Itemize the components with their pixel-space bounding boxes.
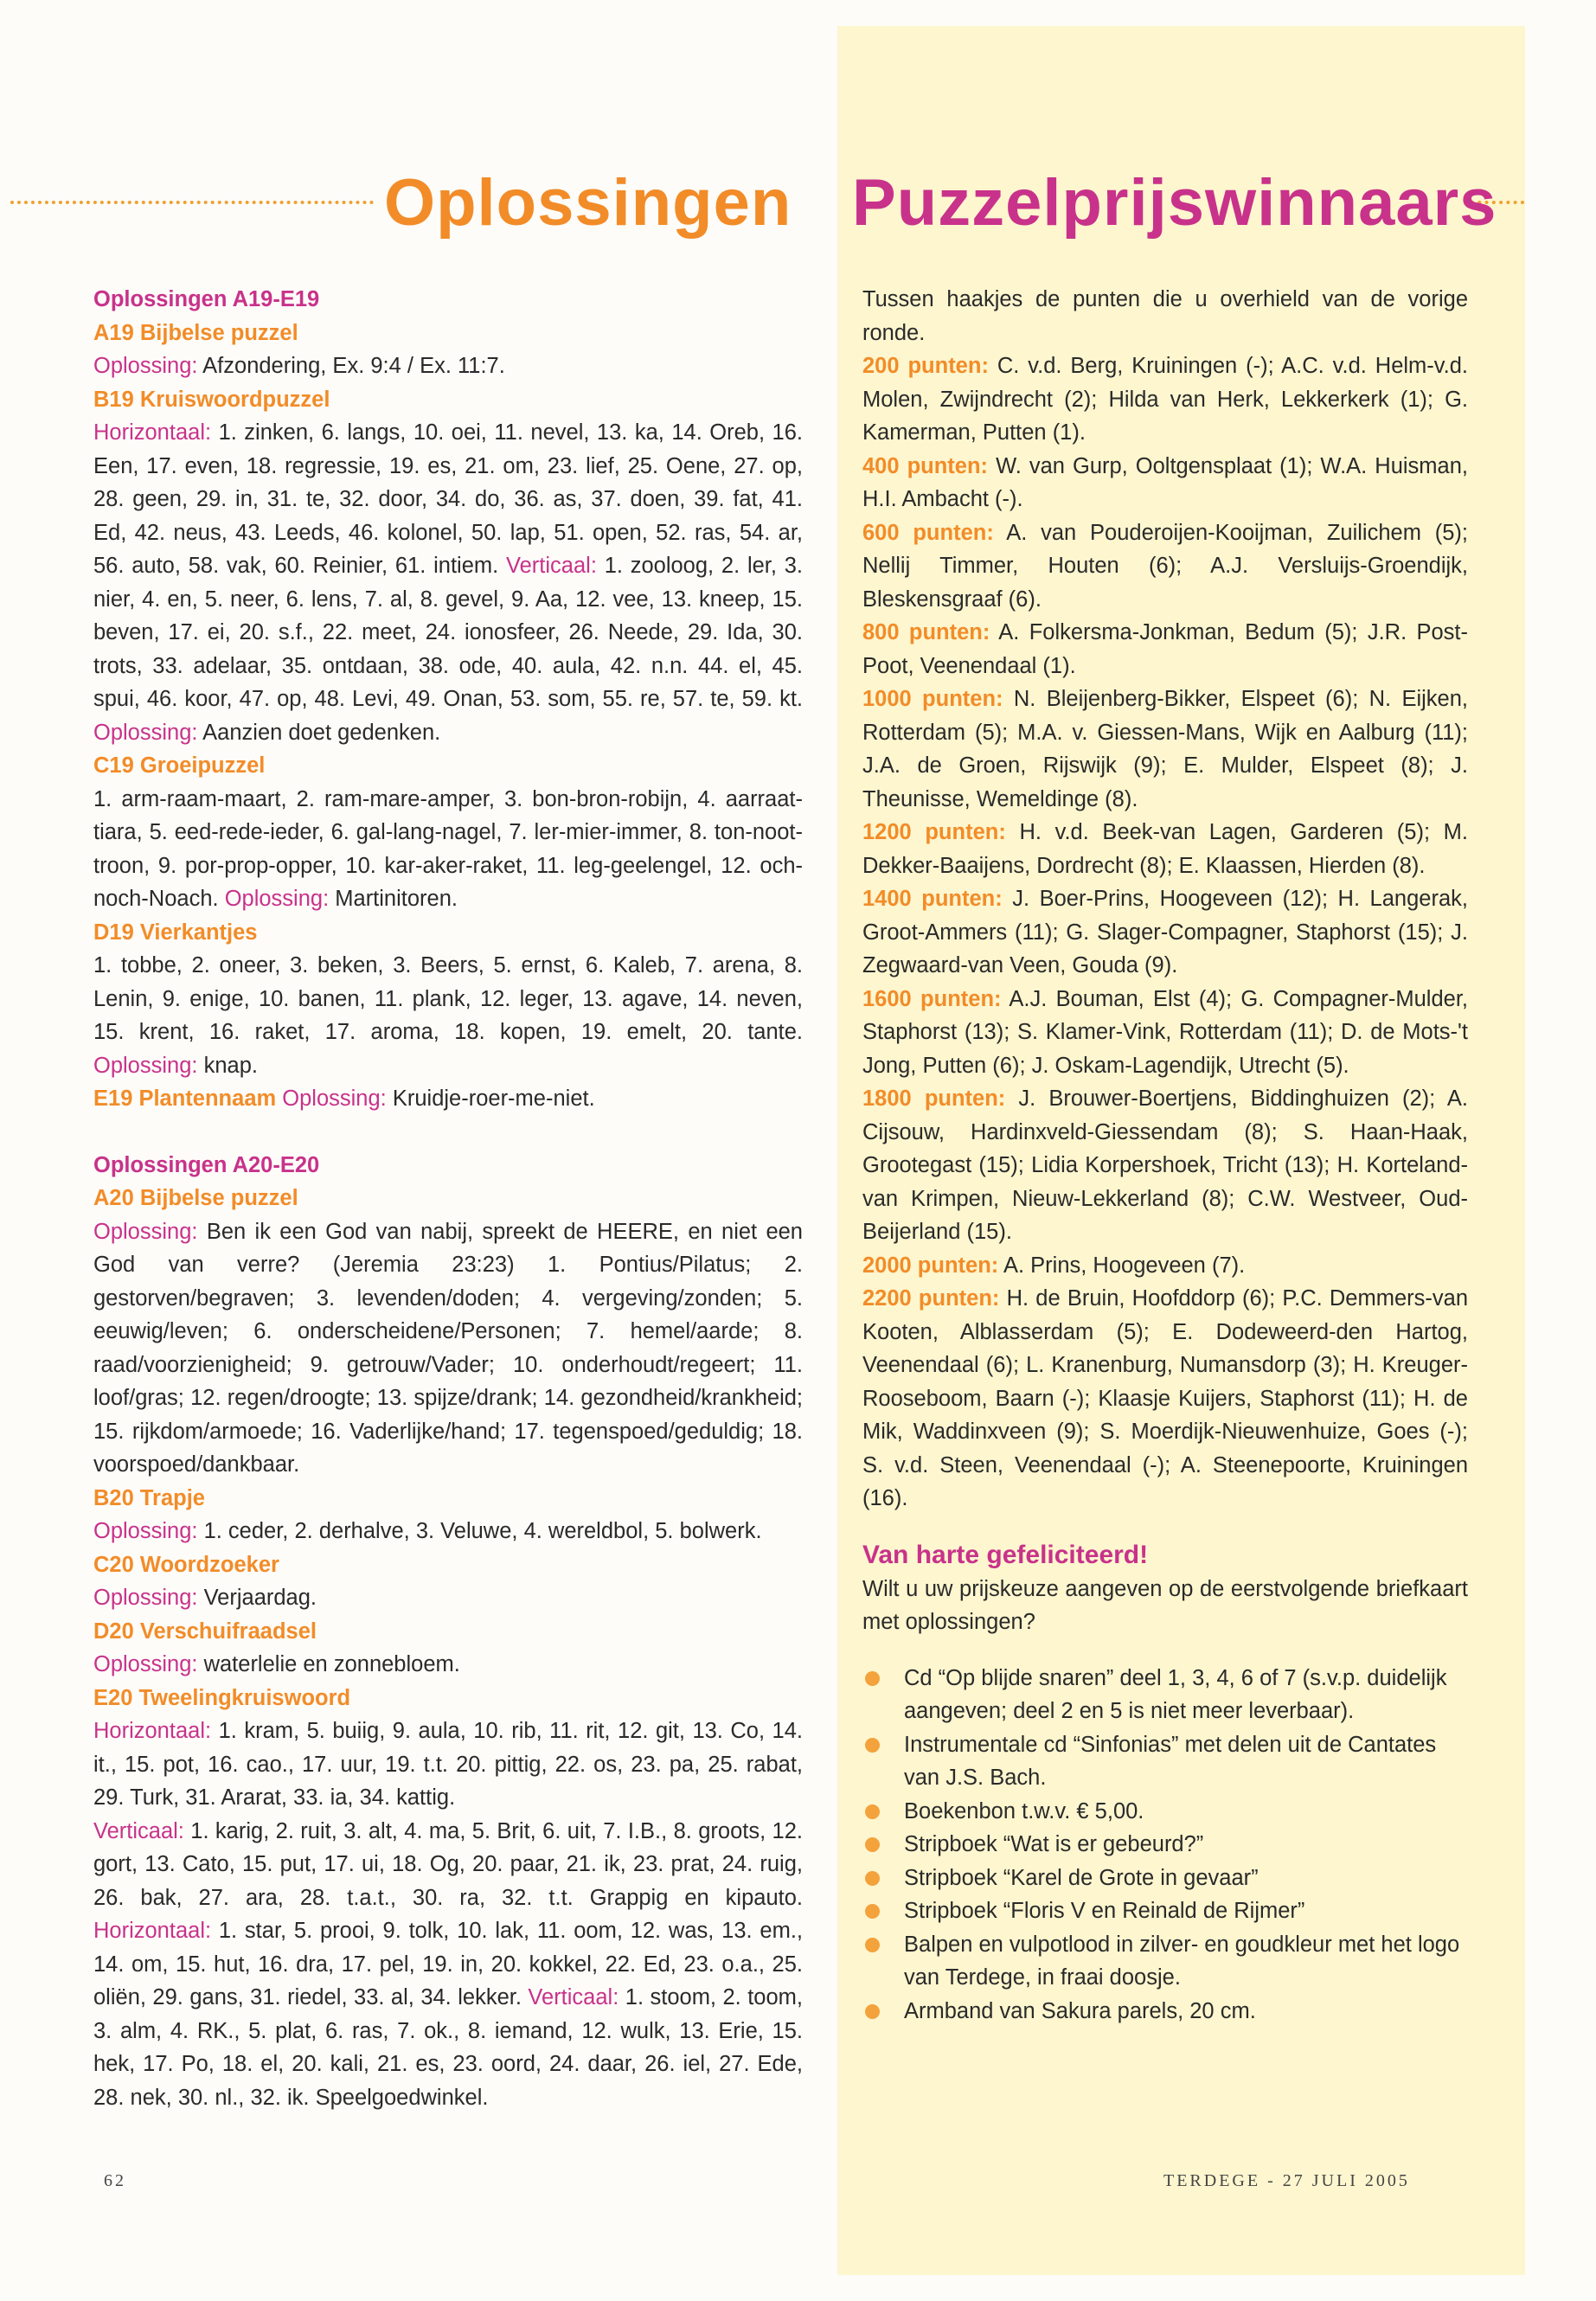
tier-1600 — [862, 983, 1468, 1083]
solutions-column — [93, 283, 803, 2114]
solution-label: Oplossing: — [93, 1519, 198, 1543]
vertical-text: 1. stoom, 2. toom, 3. alm, 4. RK., 5. plat, 6. ras, 7. ok., 8. iemand, 12. wulk, 13. Erie, 15. hek, 17. Po, 18. el, 20. kali, 21. es, 23. oord, 24. daar, 26. iel, 27. Ede, 28. nek, 30. nl., 32. ik. Speelgoedwinkel. — [93, 1985, 803, 2110]
prize-item — [862, 1795, 1468, 1829]
horizontal-label: Horizontaal: — [93, 420, 212, 445]
answer-list: 1. arm-raam-maart, 2. ram-mare-amper, 3. bon-bron-robijn, 4. aarraat-tiara, 5. eed-rede-ieder, 6. gal-lang-nagel, 7. ler-mier-immer, 8. ton-noot-troon, 9. por-prop-opper, 10. kar-aker-raket, 11. leg-geelengel, 12. och-noch-Noach. — [93, 786, 803, 911]
bullet-icon — [865, 1837, 880, 1852]
vertical-text: 1. zooloog, 2. ler, 3. nier, 4. en, 5. neer, 6. lens, 7. al, 8. gevel, 9. Aa, 12. vee, 13. kneep, 15. beven, 17. ei, 20. s.f., 22. meet, 24. ionosfeer, 26. Neede, 29. Ida, 30. trots, 33. adelaar, 35. ontdaan, 38. ode, 40. aula, 42. n.n. 44. el, 45. spui, 46. koor, 47. op, 48. Levi, 49. Onan, 53. som, 55. re, 57. te, 59. kt. — [93, 554, 803, 711]
tier-1400 — [862, 882, 1468, 983]
solution-c20 — [93, 1581, 803, 1615]
bullet-icon — [865, 1904, 880, 1919]
tier-points: 1200 punten: — [862, 820, 1006, 844]
answer-list: 1. tobbe, 2. oneer, 3. beken, 3. Beers, 5. ernst, 6. Kaleb, 7. arena, 8. Lenin, 9. enige, 10. banen, 11. plank, 12. leger, 13. agave, 14. neven, 15. krent, 16. raket, 17. aroma, 18. kopen, 19. emelt, 20. tante. — [93, 953, 803, 1044]
tier-winners: A. Prins, Hoogeveen (7). — [1003, 1253, 1246, 1278]
tier-points: 1400 punten: — [862, 887, 1003, 911]
tier-1800 — [862, 1082, 1468, 1249]
horizontal-text: 1. zinken, 6. langs, 10. oei, 11. nevel, 13. ka, 14. Oreb, 16. Een, 17. even, 18. regressie, 19. es, 21. om, 23. lief, 25. Oene, 27. op, 28. geen, 29. in, 31. te, 32. door, 34. do, 36. as, 37. doen, 39. fat, 41. Ed, 42. neus, 43. Leeds, 46. kolonel, 50. lap, 51. open, 52. ras, 54. ar, 56. auto, 58. vak, 60. Reinier, 61. intiem. — [93, 420, 803, 578]
solution-label: Oplossing: — [93, 720, 198, 745]
solution-e20-part2 — [93, 1815, 803, 2115]
puzzle-title-b20: B20 Trapje — [93, 1485, 205, 1510]
solution-text: knap. — [203, 1053, 258, 1078]
prize-text: Stripboek “Wat is er gebeurd?” — [904, 1832, 1204, 1856]
puzzle-title-a19: A19 Bijbelse puzzel — [93, 320, 298, 345]
prize-item — [862, 1662, 1468, 1728]
tier-2000 — [862, 1249, 1468, 1283]
vertical-label: Verticaal: — [506, 554, 597, 578]
solution-e19 — [93, 1082, 803, 1116]
solution-text: Kruidje-roer-me-niet. — [392, 1086, 595, 1111]
dotted-rule-left — [10, 201, 374, 204]
prize-text: Boekenbon t.w.v. € 5,00. — [904, 1798, 1144, 1823]
puzzle-title-d19: D19 Vierkantjes — [93, 920, 258, 945]
tier-points: 2000 punten: — [862, 1253, 999, 1278]
tier-winners: N. Bleijenberg-Bikker, Elspeet (6); N. Eijken, Rotterdam (5); M.A. v. Giessen-Mans, Wijk en Aalburg (11); J.A. de Groen, Rijswijk (9); E. Mulder, Elspeet (8); J. Theunisse, Wemeldinge (8). — [862, 687, 1468, 811]
tier-winners: A. van Pouderoijen-Kooijman, Zuilichem (5); Nellij Timmer, Houten (6); A.J. Versluijs-Groendijk, Bleskensgraaf (6). — [862, 520, 1468, 612]
tier-points: 600 punten: — [862, 520, 994, 545]
tier-points: 1800 punten: — [862, 1086, 1006, 1111]
prize-text: Balpen en vulpotlood in zilver- en goudkleur met het logo van Terdege, in fraai doosje. — [904, 1932, 1460, 1990]
tier-points: 1600 punten: — [862, 986, 1002, 1011]
tier-winners: H. de Bruin, Hoofddorp (6); P.C. Demmers-van Kooten, Alblasserdam (5); E. Dodeweerd-den Hartog, Veenendaal (6); L. Kranenburg, Numansdorp (3); H. Kreuger-Rooseboom, Baarn (-); Klaasje Kuijers, Staphorst (11); H. de Mik, Waddinxveen (9); S. Moerdijk-Nieuwenhuize, Goes (-); S. v.d. Steen, Veenendaal (-); A. Steenepoorte, Kruiningen (16). — [862, 1286, 1468, 1510]
solution-text: waterlelie en zonnebloem. — [203, 1652, 460, 1676]
solution-text: Verjaardag. — [203, 1586, 317, 1610]
tier-winners: A.J. Bouman, Elst (4); G. Compagner-Mulder, Staphorst (13); S. Klamer-Vink, Rotterdam (11); D. de Mots-'t Jong, Putten (6); J. Oskam-Lagendijk, Utrecht (5). — [862, 986, 1468, 1078]
solution-label: Oplossing: — [93, 1586, 198, 1610]
solution-text: Martinitoren. — [335, 887, 458, 911]
winners-intro: Tussen haakjes de punten die u overhield van de vorige ronde. — [862, 287, 1468, 345]
puzzle-title-e19: E19 Plantennaam — [93, 1086, 277, 1111]
solutions-title: Oplossingen — [384, 166, 792, 240]
puzzle-title-e20: E20 Tweelingkruiswoord — [93, 1685, 351, 1710]
page-number: 62 — [104, 2171, 126, 2190]
tier-400 — [862, 450, 1468, 516]
prize-choice-instruction: Wilt u uw prijskeuze aangeven op de eerstvolgende briefkaart met oplossingen? — [862, 1576, 1468, 1634]
horizontal-label: Horizontaal: — [93, 1719, 212, 1743]
bullet-icon — [865, 1804, 880, 1819]
puzzle-title-b19: B19 Kruiswoordpuzzel — [93, 387, 330, 412]
vertical-label: Verticaal: — [528, 1985, 619, 2009]
tier-winners: C. v.d. Berg, Kruiningen (-); A.C. v.d. Helm-v.d. Molen, Zwijndrecht (2); Hilda van Herk, Lekkerkerk (1); G. Kamerman, Putten (1). — [862, 354, 1468, 445]
puzzle-title-c20: C20 Woordzoeker — [93, 1552, 279, 1577]
tier-1200 — [862, 816, 1468, 882]
solution-d20 — [93, 1648, 803, 1682]
horizontal-text: 1. kram, 5. buiig, 9. aula, 10. rib, 11. rit, 12. git, 13. Co, 14. it., 15. pot, 16. cao., 17. uur, 19. t.t. 20. pittig, 22. os, 23. pa, 25. rabat, 29. Turk, 31. Ararat, 33. ia, 34. kattig. — [93, 1719, 803, 1810]
prize-item — [862, 1894, 1468, 1928]
solution-a19 — [93, 349, 803, 383]
solution-label: Oplossing: — [224, 887, 330, 911]
section-heading-20: Oplossingen A20-E20 — [93, 1152, 320, 1177]
solution-a20 — [93, 1215, 803, 1482]
prize-item — [862, 1862, 1468, 1895]
prize-item — [862, 1928, 1468, 1995]
solution-text: Aanzien doet gedenken. — [202, 720, 441, 745]
winners-column — [862, 283, 1468, 2028]
section-spacer — [862, 1639, 1468, 1662]
bullet-icon — [865, 1871, 880, 1886]
prize-item — [862, 1828, 1468, 1862]
puzzle-title-a20: A20 Bijbelse puzzel — [93, 1186, 298, 1210]
solution-text: Ben ik een God van nabij, spreekt de HEERE, en niet een God van verre? (Jeremia 23:23) 1. Pontius/Pilatus; 2. gestorven/begraven; 3. levenden/doden; 4. vergeving/zonden; 5. eeuwig/leven; 6. onderscheidene/Personen; 7. hemel/aarde; 8. raad/voorzienigheid; 9. getrouw/Vader; 10. onderhoudt/regeert; 11. loof/gras; 12. regen/droogte; 13. spijze/drank; 14. gezondheid/krankheid; 15. rijkdom/armoede; 16. Vaderlijke/hand; 17. tegenspoed/geduldig; 18. voorspoed/dankbaar. — [93, 1219, 803, 1477]
prize-text: Cd “Op blijde snaren” deel 1, 3, 4, 6 of 7 (s.v.p. duidelijk aangeven; deel 2 en 5 is niet meer leverbaar). — [904, 1665, 1447, 1723]
bullet-icon — [865, 2004, 880, 2019]
prize-text: Armband van Sakura parels, 20 cm. — [904, 1998, 1256, 2023]
prize-text: Stripboek “Floris V en Reinald de Rijmer” — [904, 1899, 1305, 1923]
tier-600 — [862, 516, 1468, 617]
tier-winners: A. Folkersma-Jonkman, Bedum (5); J.R. Post-Poot, Veenendaal (1). — [862, 620, 1469, 678]
tier-1000 — [862, 683, 1468, 816]
prize-item — [862, 1995, 1468, 2029]
prize-item — [862, 1728, 1468, 1795]
tier-800 — [862, 616, 1468, 683]
puzzle-title-d20: D20 Verschuifraadsel — [93, 1618, 317, 1644]
tier-points: 400 punten: — [862, 453, 989, 478]
solution-label: Oplossing: — [282, 1086, 387, 1111]
solution-label: Oplossing: — [93, 1219, 198, 1244]
tier-points: 1000 punten: — [862, 687, 1003, 711]
prize-text: Stripboek “Karel de Grote in gevaar” — [904, 1865, 1259, 1890]
tier-points: 2200 punten: — [862, 1286, 1000, 1311]
solution-text: Afzondering, Ex. 9:4 / Ex. 11:7. — [202, 354, 505, 378]
solution-c19 — [93, 783, 803, 916]
winners-title: Puzzelprijswinnaars — [852, 166, 1497, 240]
tier-winners: H. v.d. Beek-van Lagen, Garderen (5); M. Dekker-Baaijens, Dordrecht (8); E. Klaassen, Hierden (8). — [862, 820, 1468, 878]
magazine-issue: TERDEGE - 27 JULI 2005 — [1163, 2171, 1410, 2190]
solution-label: Oplossing: — [93, 1053, 198, 1078]
solution-e20-part1 — [93, 1715, 803, 1815]
solution-label: Oplossing: — [93, 354, 198, 378]
horizontal-label: Horizontaal: — [93, 1919, 212, 1943]
horizontal-text: 1. star, 5. prooi, 9. tolk, 10. lak, 11. oom, 12. was, 13. em., 14. om, 15. hut, 16. dra, 17. pel, 19. in, 20. kokkel, 22. Ed, 23. o.a., 25. oliën, 29. gans, 31. riedel, 33. al, 34. lekker. — [93, 1919, 803, 2009]
solution-text: 1. ceder, 2. derhalve, 3. Veluwe, 4. wereldbol, 5. bolwerk. — [203, 1519, 762, 1543]
solution-d19 — [93, 949, 803, 1082]
section-spacer — [93, 1116, 803, 1149]
section-spacer — [862, 1516, 1468, 1538]
tier-winners: J. Boer-Prins, Hoogeveen (12); H. Langerak, Groot-Ammers (11); G. Slager-Compagner, Staphorst (15); J. Zegwaard-van Veen, Gouda (9). — [862, 887, 1468, 977]
tier-points: 800 punten: — [862, 620, 990, 644]
tier-winners: W. van Gurp, Ooltgensplaat (1); W.A. Huisman, H.I. Ambacht (-). — [862, 453, 1468, 511]
section-heading-19: Oplossingen A19-E19 — [93, 287, 320, 311]
puzzle-title-c19: C19 Groeipuzzel — [93, 753, 266, 778]
bullet-icon — [865, 1671, 880, 1686]
prize-text: Instrumentale cd “Sinfonias” met delen uit de Cantates van J.S. Bach. — [904, 1732, 1437, 1790]
tier-winners: J. Brouwer-Boertjens, Biddinghuizen (2); A. Cijsouw, Hardinxveld-Giessendam (8); S. Haan-Haak, Grootegast (15); Lidia Korpershoek, Tricht (13); H. Korteland-van Krimpen, Nieuw-Lekkerland (8); C.W. Westveer, Oud-Beijerland (15). — [862, 1086, 1468, 1244]
tier-points: 200 punten: — [862, 354, 989, 378]
prize-list — [862, 1662, 1468, 2029]
solution-label: Oplossing: — [93, 1652, 198, 1676]
vertical-text: 1. karig, 2. ruit, 3. alt, 4. ma, 5. Brit, 6. uit, 7. I.B., 8. groots, 12. gort, 13. Cato, 15. put, 17. ui, 18. Og, 20. paar, 21. ik, 23. prat, 24. ruig, 26. bak, 27. ara, 28. t.a.t., 30. ra, 32. t.t. Grappig en kipauto. — [93, 1818, 803, 1910]
solution-b20 — [93, 1515, 803, 1548]
bullet-icon — [865, 1738, 880, 1753]
vertical-label: Verticaal: — [93, 1818, 184, 1843]
bullet-icon — [865, 1938, 880, 1952]
congratulations-heading: Van harte gefeliciteerd! — [862, 1540, 1149, 1569]
tier-2200 — [862, 1282, 1468, 1516]
solution-b19 — [93, 416, 803, 749]
tier-200 — [862, 349, 1468, 450]
